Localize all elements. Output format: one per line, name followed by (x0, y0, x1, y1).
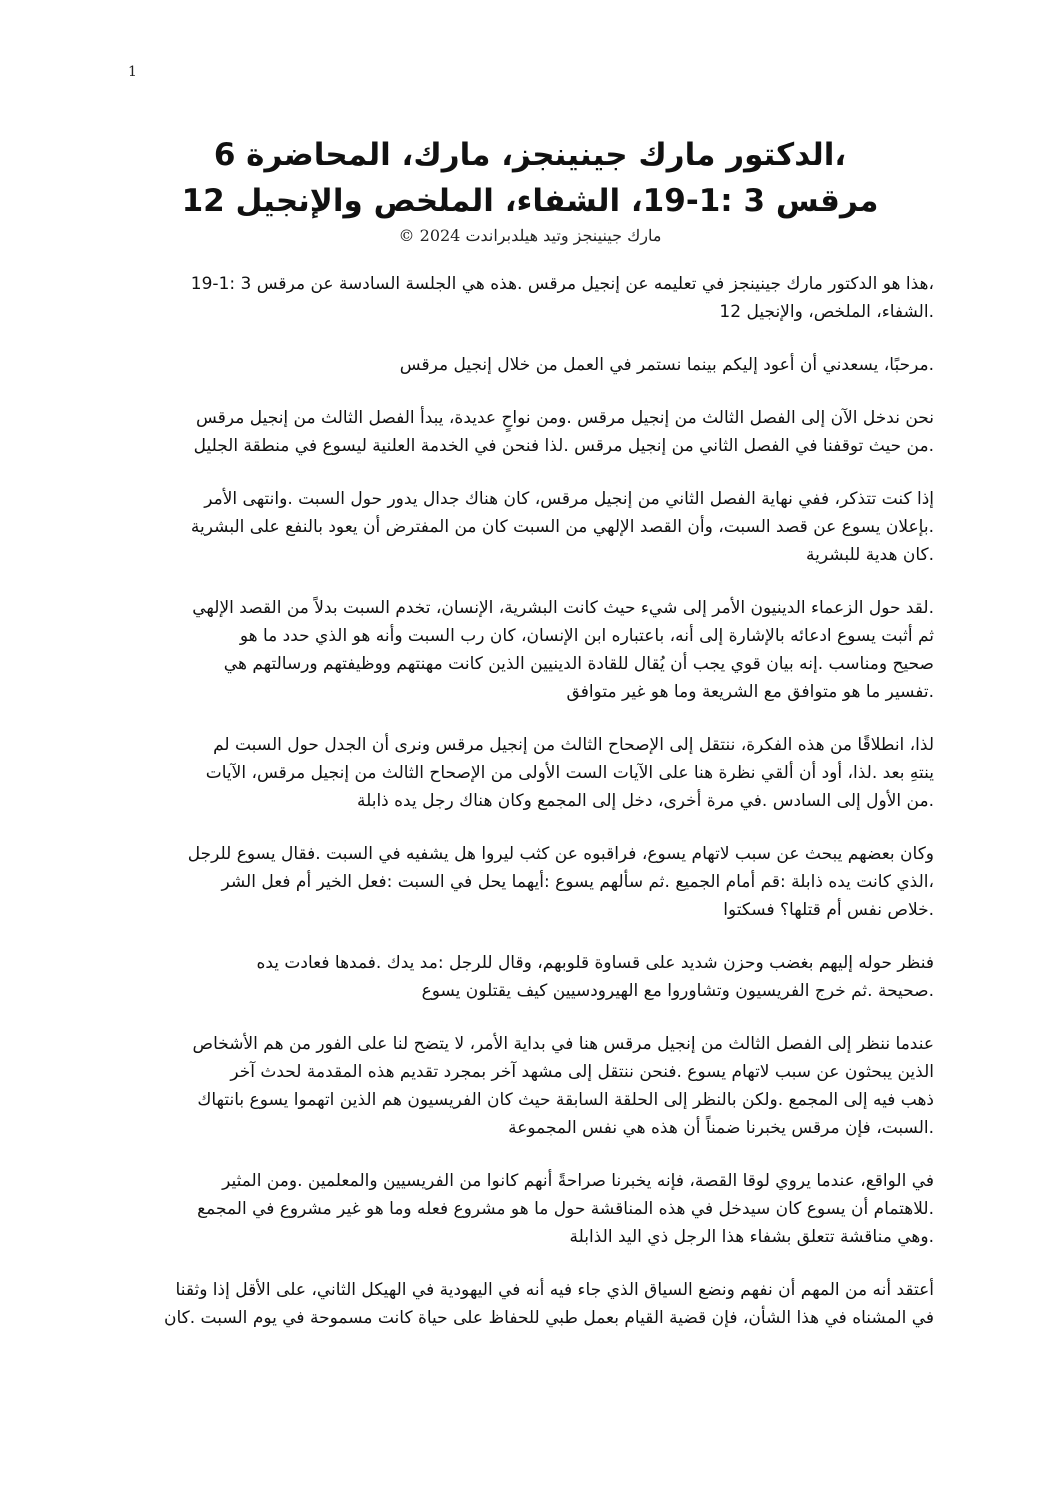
paragraph: أعتقد أنه من المهم أن نفهم ونضع السياق الذي جاء فيه أنه في اليهودية في الهيكل الثاني، على الأقل إذا وثقنا في المشناه في هذا الشأن، فإن قضية القيام بعمل طبي للحفاظ على حياة كانت مسموحة في يوم السبت .كان (163, 1280, 934, 1328)
page-title: ،الدكتور مارك جينينجز، مارك، المحاضرة 6 (213, 137, 847, 173)
copyright-line: مارك جينينجز وتيد هيلدبراندت 2024 © (398, 226, 662, 245)
page-number: 1 (128, 64, 137, 80)
body-text (134, 270, 934, 1357)
paragraph: .مرحبًا، يسعدني أن أعود إليكم بينما نستمر في العمل من خلال إنجيل مرقس (399, 355, 934, 375)
paragraph: ،هذا هو الدكتور مارك جينينجز في تعليمه عن إنجيل مرقس .هذه هي الجلسة السادسة عن مرقس 3 :1-19 .الشفاء، الملخص، والإنجيل 12 (190, 274, 934, 322)
paragraph: وكان بعضهم يبحث عن سبب لاتهام يسوع، فراقبوه عن كثب ليروا هل يشفيه في السبت .فقال يسوع للرجل ،الذي كانت يده ذابلة :قم أمام الجميع .ثم سألهم يسوع :أيهما يحل في السبت :فعل الخير أم فعل الشر .خلاص نفس أم قتلها؟ فسكتوا (187, 844, 934, 920)
paragraph: فنظر حوله إليهم بغضب وحزن شديد على قساوة قلوبهم، وقال للرجل :مد يدك .فمدها فعادت يده .صحيحة .ثم خرج الفريسيون وتشاوروا مع الهيرودسيين كيف يقتلون يسوع (256, 953, 934, 1001)
paragraph: إذا كنت تتذكر، ففي نهاية الفصل الثاني من إنجيل مرقس، كان هناك جدال يدور حول السبت .وانتهى الأمر .بإعلان يسوع عن قصد السبت، وأن القصد الإلهي من السبت كان من المفترض أن يعود بالنفع على البشرية .كان هدية للبشرية (190, 489, 934, 565)
paragraph: عندما ننظر إلى الفصل الثالث من إنجيل مرقس هنا في بداية الأمر، لا يتضح لنا على الفور من هم الأشخاص الذين يبحثون عن سبب لاتهام يسوع .فنحن ننتقل إلى مشهد آخر بمجرد تقديم هذه المقدمة لحدث آخر ذهب فيه إلى المجمع .ولكن بالنظر إلى الحلقة السابقة حيث كان الفريسيون هم الذين اتهموا يسوع بانتهاك .السبت، فإن مرقس يخبرنا ضمناً أن هذه هي نفس المجموعة (192, 1034, 934, 1138)
paragraph: في الواقع، عندما يروي لوقا القصة، فإنه يخبرنا صراحةً أنهم كانوا من الفريسيين والمعلمين .ومن المثير .للاهتمام أن يسوع كان سيدخل في هذه المناقشة حول ما هو مشروع فعله وما هو غير مشروع في المجمع .وهي مناقشة تتعلق بشفاء هذا الرجل ذي اليد الذابلة (197, 1171, 934, 1247)
paragraph: لذا، انطلاقًا من هذه الفكرة، ننتقل إلى الإصحاح الثالث من إنجيل مرقس ونرى أن الجدل حول السبت لم ينتهِ بعد .لذا، أود أن ألقي نظرة هنا على الآيات الست الأولى من الإصحاح الثالث من إنجيل مرقس، الآيات .من الأول إلى السادس .في مرة أخرى، دخل إلى المجمع وكان هناك رجل يده ذابلة (205, 735, 934, 811)
page-subtitle: مرقس 3 :1-19، الشفاء، الملخص والإنجيل 12 (181, 183, 879, 219)
paragraph: .لقد حول الزعماء الدينيون الأمر إلى شيء حيث كانت البشرية، الإنسان، تخدم السبت بدلاً من القصد الإلهي ثم أثبت يسوع ادعائه بالإشارة إلى أنه، باعتباره ابن الإنسان، كان رب السبت وأنه هو الذي حدد ما هو صحيح ومناسب .إنه بيان قوي يجب أن يُقال للقادة الدينيين الذين كانت مهنتهم ووظيفتهم ورسالتهم هي .تفسير ما هو متوافق مع الشريعة وما هو غير متوافق (192, 598, 934, 702)
paragraph: نحن ندخل الآن إلى الفصل الثالث من إنجيل مرقس .ومن نواحٍ عديدة، يبدأ الفصل الثالث من إنجيل مرقس .من حيث توقفنا في الفصل الثاني من إنجيل مرقس .لذا فنحن في الخدمة العلنية ليسوع في منطقة الجليل (193, 408, 934, 456)
title-block (120, 132, 940, 248)
